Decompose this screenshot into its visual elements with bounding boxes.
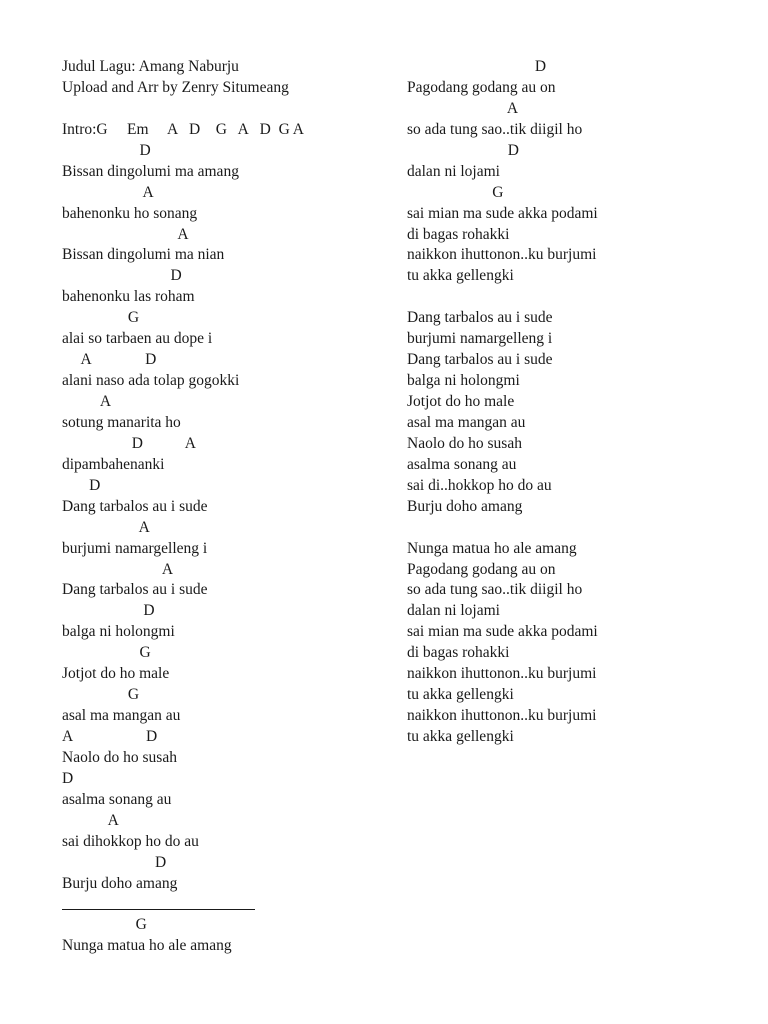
left-line: A D xyxy=(62,728,158,745)
left-line: A xyxy=(62,183,154,201)
right-line: Naolo do ho susah xyxy=(407,434,522,452)
right-column xyxy=(407,57,737,748)
left-line: G xyxy=(62,686,140,704)
right-line: G xyxy=(407,183,504,201)
left-line: Bissan dingolumi ma amang xyxy=(62,162,239,180)
left-line: balga ni holongmi xyxy=(62,623,175,641)
left-line: A xyxy=(62,393,112,410)
right-line: so ada tung sao..tik diigil ho xyxy=(407,581,583,599)
right-line: asalma sonang au xyxy=(407,455,517,473)
left-line: alani naso ada tolap gogokki xyxy=(62,372,240,390)
left-line: alai so tarbaen au dope i xyxy=(62,330,213,348)
left-line: G xyxy=(62,644,151,662)
right-line: asal ma mangan au xyxy=(407,413,526,431)
left-column xyxy=(62,57,392,957)
right-line: sai di..hokkop ho do au xyxy=(407,476,552,494)
left-line: bahenonku ho sonang xyxy=(62,204,198,222)
right-line: naikkon ihuttonon..ku burjumi xyxy=(407,246,597,264)
left-line: asalma sonang au xyxy=(62,790,172,808)
right-line: D xyxy=(407,141,519,159)
left-line: A xyxy=(62,518,150,536)
right-line xyxy=(407,287,737,308)
right-line: balga ni holongmi xyxy=(407,372,520,390)
right-line: so ada tung sao..tik diigil ho xyxy=(407,120,583,138)
right-line: burjumi namargelleng i xyxy=(407,330,553,348)
left-line: Dang tarbalos au i sude xyxy=(62,497,208,515)
left-line: Bissan dingolumi ma nian xyxy=(62,246,225,264)
left-line: Dang tarbalos au i sude xyxy=(62,581,208,599)
left-line: D xyxy=(62,769,74,787)
right-line: Pagodang godang au on xyxy=(407,78,556,96)
right-line: A xyxy=(407,99,519,117)
right-line: Dang tarbalos au i sude xyxy=(407,351,553,369)
right-line: tu akka gellengki xyxy=(407,728,514,745)
right-line: di bagas rohakki xyxy=(407,644,510,662)
left-line: D xyxy=(62,267,182,285)
right-line: naikkon ihuttonon..ku burjumi xyxy=(407,707,597,725)
left-line: D xyxy=(62,476,101,494)
right-line: Burju doho amang xyxy=(407,497,523,515)
right-line: dalan ni lojami xyxy=(407,602,500,620)
left-line: sai dihokkop ho do au xyxy=(62,832,199,850)
left-line: burjumi namargelleng i xyxy=(62,539,208,557)
left-line: A D xyxy=(62,351,157,369)
right-line: sai mian ma sude akka podami xyxy=(407,204,598,222)
left-line: D xyxy=(62,602,155,620)
left-line: asal ma mangan au xyxy=(62,707,181,725)
left-line: A xyxy=(62,225,189,243)
left-line: Upload and Arr by Zenry Situmeang xyxy=(62,78,289,96)
left-line: Judul Lagu: Amang Naburju xyxy=(62,58,239,75)
left-line: dipambahenanki xyxy=(62,455,165,473)
right-line: Pagodang godang au on xyxy=(407,560,556,578)
left-line: A xyxy=(62,560,174,578)
left-line xyxy=(62,895,392,916)
right-line: Jotjot do ho male xyxy=(407,393,515,410)
left-line: G xyxy=(62,916,147,934)
right-line: D xyxy=(407,58,547,75)
right-line: Dang tarbalos au i sude xyxy=(407,309,553,327)
left-line: bahenonku las roham xyxy=(62,288,195,306)
left-line: D A xyxy=(62,434,196,452)
left-line: D xyxy=(62,141,151,159)
left-line: Burju doho amang xyxy=(62,874,178,892)
right-line: tu akka gellengki xyxy=(407,686,514,704)
left-line: Jotjot do ho male xyxy=(62,665,170,683)
left-line xyxy=(62,99,392,120)
section-divider xyxy=(62,909,255,910)
right-line: naikkon ihuttonon..ku burjumi xyxy=(407,665,597,683)
right-line: di bagas rohakki xyxy=(407,225,510,243)
left-line: G xyxy=(62,309,140,327)
left-line: Nunga matua ho ale amang xyxy=(62,937,232,955)
left-line: Naolo do ho susah xyxy=(62,748,177,766)
left-line: A xyxy=(62,811,119,829)
left-line: sotung manarita ho xyxy=(62,413,181,431)
right-line xyxy=(407,518,737,539)
right-line: tu akka gellengki xyxy=(407,267,514,285)
right-line: Nunga matua ho ale amang xyxy=(407,539,577,557)
left-line: D xyxy=(62,853,167,871)
left-line: Intro:G Em A D G A D G A xyxy=(62,120,304,138)
right-line: sai mian ma sude akka podami xyxy=(407,623,598,641)
right-line: dalan ni lojami xyxy=(407,162,500,180)
